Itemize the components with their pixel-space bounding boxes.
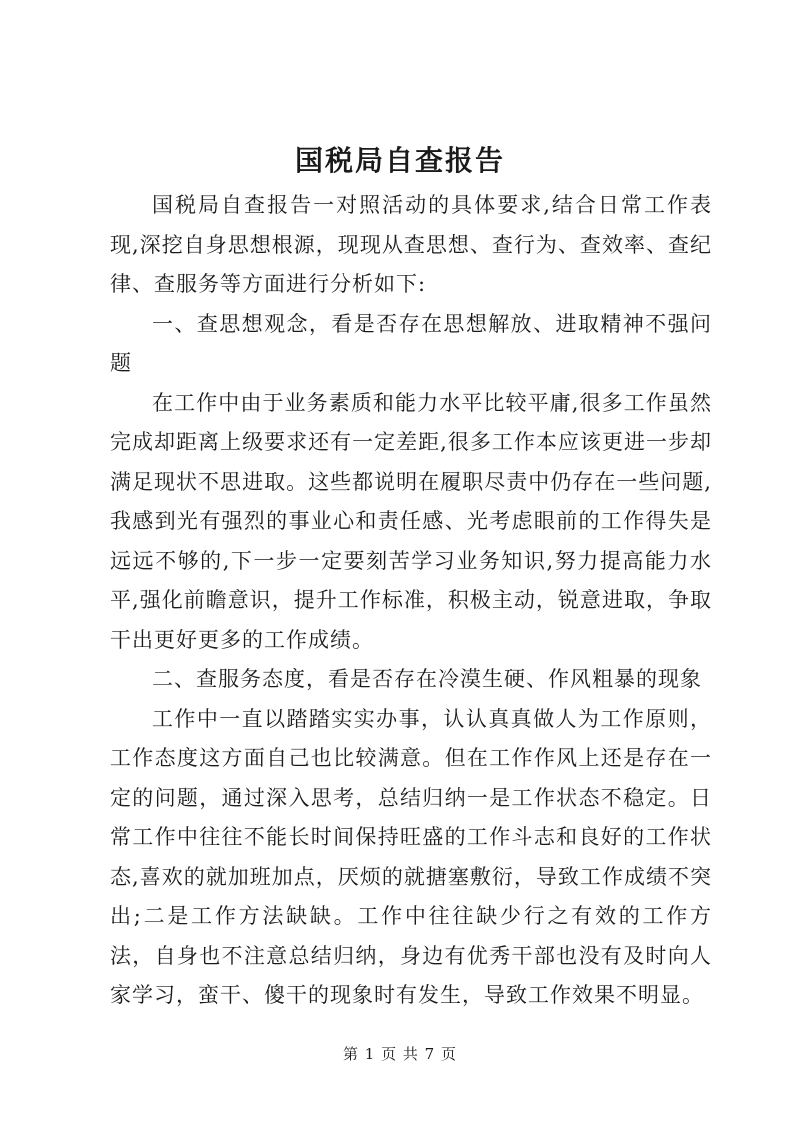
section-heading-1: 一、查思想观念，看是否存在思想解放、进取精神不强问题 (110, 311, 712, 375)
document-body (110, 186, 712, 1016)
section-heading-2: 二、查服务态度，看是否存在冷漠生硬、作风粗暴的现象 (152, 667, 702, 691)
section-2-paragraph: 工作中一直以踏踏实实办事，认认真真做人为工作原则，工作态度这方面自己也比较满意。但在工作作风上还是存在一定的问题，通过深入思考，总结归纳一是工作状态不稳定。日常工作中往往不能长时间保持旺盛的工作斗志和良好的工作状态,喜欢的就加班加点，厌烦的就搪塞敷衍，导致工作成绩不突出;二是工作方法缺缺。工作中往往缺少行之有效的工作方法，自身也不注意总结归纳，身边有优秀干部也没有及时向人家学习，蛮干、傻干的现象时有发生，导致工作效果不明显。 (110, 706, 712, 1007)
document-title: 国税局自查报告 (294, 144, 505, 177)
intro-paragraph: 国税局自查报告一对照活动的具体要求,结合日常工作表现,深挖自身思想根源，现现从查思想、查行为、查效率、查纪律、查服务等方面进行分析如下: (110, 193, 712, 296)
section-1-paragraph: 在工作中由于业务素质和能力水平比较平庸,很多工作虽然完成却距离上级要求还有一定差距,很多工作本应该更进一步却满足现状不思进取。这些都说明在履职尽责中仍存在一些问题,我感到光有强烈的事业心和责任感、光考虑眼前的工作得失是远远不够的,下一步一定要刻苦学习业务知识,努力提高能力水平,强化前瞻意识，提升工作标准，积极主动，锐意进取，争取干出更好更多的工作成绩。 (110, 390, 712, 652)
page-number-footer: 第 1 页 共 7 页 (343, 1045, 457, 1063)
